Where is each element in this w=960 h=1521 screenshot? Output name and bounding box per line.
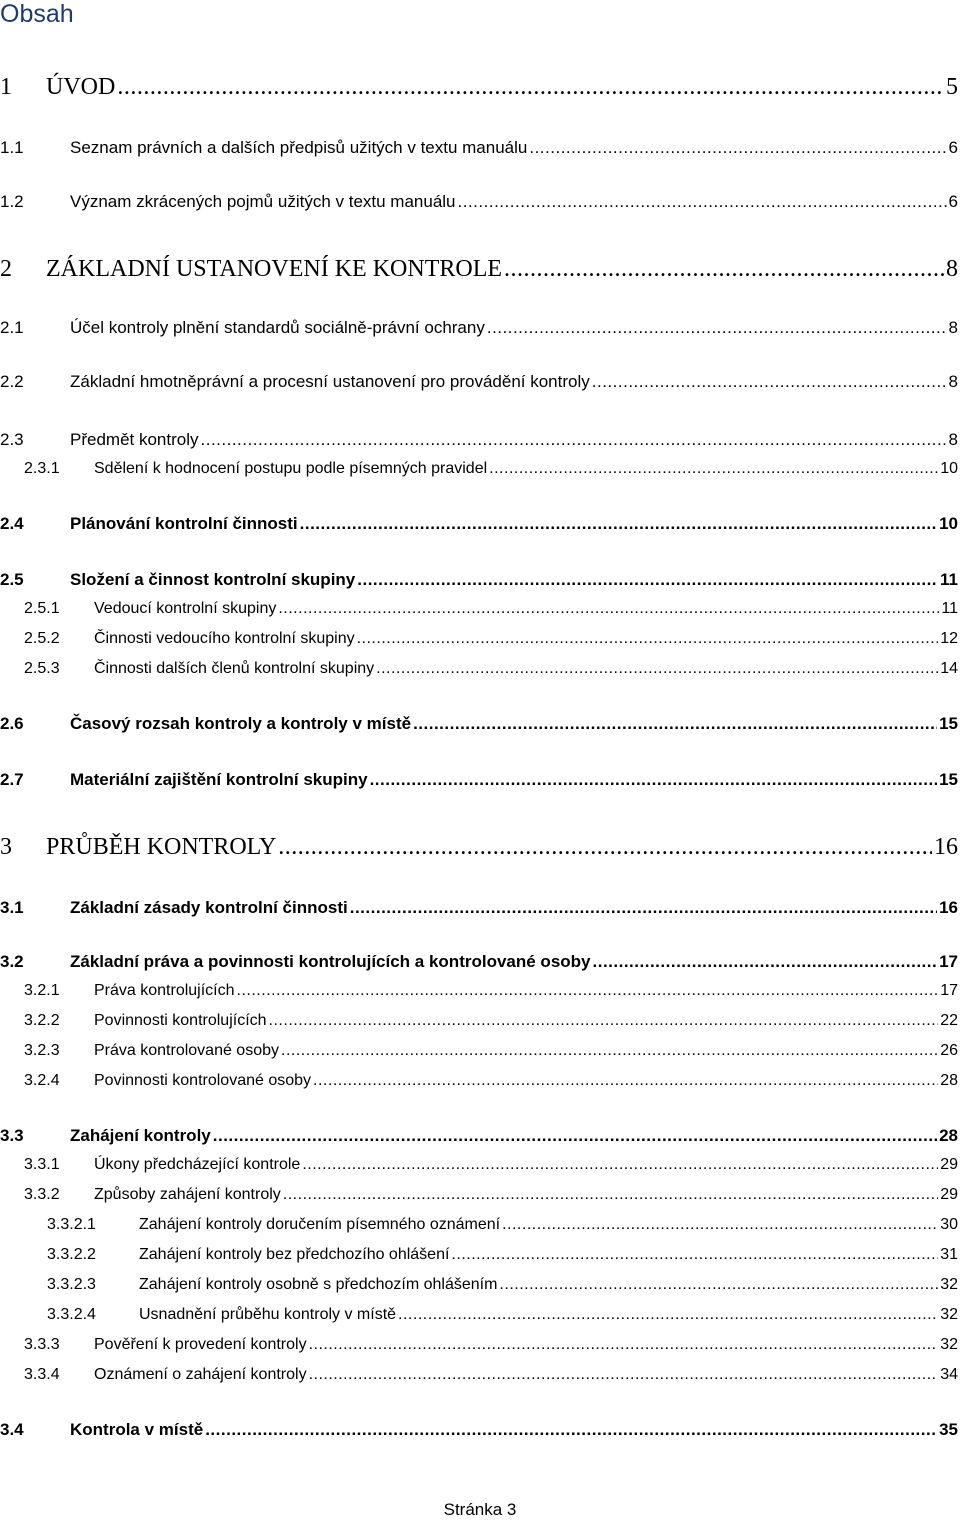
toc-entry-1-2[interactable] xyxy=(0,192,958,212)
toc-page: 35 xyxy=(939,1420,958,1439)
toc-number: 2.5.3 xyxy=(24,660,60,677)
toc-number: 2.7 xyxy=(0,770,24,789)
toc-entry-3-2[interactable] xyxy=(0,952,958,972)
toc-leader xyxy=(302,1156,938,1174)
toc-number: 3.3.4 xyxy=(24,1366,60,1383)
toc-page: 12 xyxy=(940,630,958,647)
toc-entry-3-2-2[interactable] xyxy=(24,1012,958,1030)
toc-page: 5 xyxy=(946,74,958,100)
toc-title: Materiální zajištění kontrolní skupiny xyxy=(70,770,368,789)
toc-leader xyxy=(309,1336,939,1354)
toc-entry-3-3-2[interactable] xyxy=(24,1186,958,1204)
toc-title: Práva kontrolujících xyxy=(94,982,235,999)
toc-page: 8 xyxy=(948,372,958,391)
toc-leader xyxy=(504,256,944,283)
toc-number: 2.5 xyxy=(0,570,24,589)
toc-leader xyxy=(376,660,938,678)
toc-title: Usnadnění průběhu kontroly v místě xyxy=(139,1306,397,1323)
toc-number: 3.3.2.4 xyxy=(47,1306,96,1323)
toc-leader xyxy=(117,74,944,101)
toc-number: 2.5.1 xyxy=(24,600,60,617)
toc-title: Úkony předcházející kontrole xyxy=(94,1156,301,1173)
toc-entry-3-2-4[interactable] xyxy=(24,1072,958,1090)
toc-leader xyxy=(370,770,938,790)
toc-leader xyxy=(499,1276,938,1294)
toc-title: Zahájení kontroly bez předchozího ohlášení xyxy=(139,1246,450,1263)
toc-title: PRŮBĚH KONTROLY xyxy=(46,834,277,860)
toc-page: 26 xyxy=(940,1042,958,1059)
toc-page: 6 xyxy=(948,192,958,211)
toc-page: 32 xyxy=(940,1306,958,1323)
toc-page: 28 xyxy=(940,1072,958,1089)
toc-entry-2-5-1[interactable] xyxy=(24,600,958,618)
toc-page: 11 xyxy=(941,600,958,617)
toc-page: 30 xyxy=(940,1216,958,1233)
toc-page: 32 xyxy=(940,1276,958,1293)
toc-number: 3.3.2.2 xyxy=(47,1246,96,1263)
toc-leader xyxy=(201,430,947,450)
toc-entry-3-3-2-2[interactable] xyxy=(47,1246,958,1264)
toc-leader xyxy=(502,1216,938,1234)
toc-title: Pověření k provedení kontroly xyxy=(94,1336,307,1353)
toc-leader xyxy=(398,1306,938,1324)
toc-entry-2-2[interactable] xyxy=(0,372,958,392)
toc-leader xyxy=(350,898,937,918)
toc-leader xyxy=(278,600,939,618)
toc-page: 15 xyxy=(939,714,958,733)
toc-title: Základní hmotněprávní a procesní ustanovení pro provádění kontroly xyxy=(70,372,590,391)
toc-leader xyxy=(458,192,947,212)
toc-title: Účel kontroly plnění standardů sociálně-právní ochrany xyxy=(70,318,485,337)
toc-number: 3.2.4 xyxy=(24,1072,60,1089)
toc-entry-1[interactable] xyxy=(0,74,958,101)
toc-entry-2-5[interactable] xyxy=(0,570,958,590)
toc-number: 3.4 xyxy=(0,1420,24,1439)
toc-title: Sdělení k hodnocení postupu podle písemných pravidel xyxy=(94,460,488,477)
toc-number: 3.2.3 xyxy=(24,1042,60,1059)
toc-page: 6 xyxy=(948,138,958,157)
toc-leader xyxy=(281,1042,938,1060)
toc-page: 10 xyxy=(939,514,958,533)
toc-page: 16 xyxy=(939,898,958,917)
toc-title: Zahájení kontroly xyxy=(70,1126,211,1145)
toc-leader xyxy=(487,318,947,338)
toc-title: Povinnosti kontrolujících xyxy=(94,1012,267,1029)
toc-page: 15 xyxy=(939,770,958,789)
toc-number: 1.1 xyxy=(0,138,24,157)
toc-title: Zahájení kontroly doručením písemného oznámení xyxy=(139,1216,501,1233)
toc-title: Význam zkrácených pojmů užitých v textu manuálu xyxy=(70,192,456,211)
toc-page: 17 xyxy=(939,952,958,971)
toc-entry-1-1[interactable] xyxy=(0,138,958,158)
toc-title: Práva kontrolované osoby xyxy=(94,1042,279,1059)
toc-number: 3.2.2 xyxy=(24,1012,60,1029)
toc-leader xyxy=(269,1012,939,1030)
toc-entry-3[interactable] xyxy=(0,834,958,861)
toc-leader xyxy=(413,714,937,734)
toc-entry-3-3-3[interactable] xyxy=(24,1336,958,1354)
toc-title: Způsoby zahájení kontroly xyxy=(94,1186,281,1203)
toc-number: 1 xyxy=(0,74,12,100)
toc-number: 1.2 xyxy=(0,192,24,211)
toc-page: 29 xyxy=(940,1186,958,1203)
toc-page: 10 xyxy=(940,460,958,477)
toc-number: 2.5.2 xyxy=(24,630,60,647)
toc-title: Kontrola v místě xyxy=(70,1420,204,1439)
toc-title: Plánování kontrolní činnosti xyxy=(70,514,298,533)
toc-title: Základní práva a povinnosti kontrolujících a kontrolované osoby xyxy=(70,952,591,971)
toc-page: 8 xyxy=(946,256,958,282)
toc-title: Činnosti vedoucího kontrolní skupiny xyxy=(94,630,355,647)
toc-entry-2-5-3[interactable] xyxy=(24,660,958,678)
toc-number: 3.3.1 xyxy=(24,1156,60,1173)
toc-entry-3-3-1[interactable] xyxy=(24,1156,958,1174)
toc-leader xyxy=(300,514,937,534)
toc-page: 29 xyxy=(940,1156,958,1173)
toc-entry-2-1[interactable] xyxy=(0,318,958,338)
toc-title: Časový rozsah kontroly a kontroly v místě xyxy=(70,714,412,733)
toc-number: 3.3 xyxy=(0,1126,24,1145)
toc-page: 22 xyxy=(940,1012,958,1029)
toc-number: 2.4 xyxy=(0,514,24,533)
toc-number: 3.3.2.3 xyxy=(47,1276,96,1293)
toc-page: 34 xyxy=(940,1366,958,1383)
toc-leader xyxy=(529,138,946,158)
toc-entry-3-2-1[interactable] xyxy=(24,982,958,1000)
toc-number: 3.1 xyxy=(0,898,24,917)
toc-number: 2.6 xyxy=(0,714,24,733)
toc-entry-2-5-2[interactable] xyxy=(24,630,958,648)
toc-leader xyxy=(357,630,939,648)
toc-leader xyxy=(357,570,938,590)
toc-page: 28 xyxy=(939,1126,958,1145)
toc-number: 3.3.2.1 xyxy=(47,1216,96,1233)
toc-entry-3-4[interactable] xyxy=(0,1420,958,1440)
toc-entry-2[interactable] xyxy=(0,256,958,283)
toc-entry-2-7[interactable] xyxy=(0,770,958,790)
toc-entry-2-3-1[interactable] xyxy=(24,460,958,478)
toc-leader xyxy=(278,834,932,861)
toc-title: Činnosti dalších členů kontrolní skupiny xyxy=(94,660,375,677)
toc-leader xyxy=(593,952,938,972)
toc-title: Složení a činnost kontrolní skupiny xyxy=(70,570,356,589)
toc-number: 3.2 xyxy=(0,952,24,971)
toc-entry-3-2-3[interactable] xyxy=(24,1042,958,1060)
toc-page: 31 xyxy=(940,1246,958,1263)
toc-entry-2-3[interactable] xyxy=(0,430,958,450)
toc-number: 3 xyxy=(0,834,12,860)
toc-page: 8 xyxy=(948,430,958,449)
toc-page: 16 xyxy=(934,834,958,860)
toc-leader xyxy=(283,1186,938,1204)
toc-leader xyxy=(313,1072,938,1090)
toc-page: 32 xyxy=(940,1336,958,1353)
toc-title: Základní zásady kontrolní činnosti xyxy=(70,898,348,917)
toc-title: Zahájení kontroly osobně s předchozím ohlášením xyxy=(139,1276,498,1293)
toc-leader xyxy=(451,1246,938,1264)
toc-page: 17 xyxy=(940,982,958,999)
page-title: Obsah xyxy=(0,0,74,28)
toc-leader xyxy=(489,460,938,478)
toc-title: Povinnosti kontrolované osoby xyxy=(94,1072,312,1089)
toc-leader xyxy=(592,372,947,392)
toc-entry-3-1[interactable] xyxy=(0,898,958,918)
toc-leader xyxy=(213,1126,937,1146)
toc-entry-2-4[interactable] xyxy=(0,514,958,534)
toc-number: 2.1 xyxy=(0,318,24,337)
toc-number: 2 xyxy=(0,256,12,282)
toc-title: Oznámení o zahájení kontroly xyxy=(94,1366,307,1383)
toc-number: 2.2 xyxy=(0,372,24,391)
toc-leader xyxy=(205,1420,937,1440)
toc-entry-3-3-2-4[interactable] xyxy=(47,1306,958,1324)
toc-entry-3-3[interactable] xyxy=(0,1126,958,1146)
toc-title: ZÁKLADNÍ USTANOVENÍ KE KONTROLE xyxy=(46,256,503,282)
toc-number: 3.2.1 xyxy=(24,982,60,999)
toc-title: Předmět kontroly xyxy=(70,430,199,449)
toc-entry-3-3-2-1[interactable] xyxy=(47,1216,958,1234)
toc-page: 14 xyxy=(940,660,958,677)
toc-title: Seznam právních a dalších předpisů užitých v textu manuálu xyxy=(70,138,528,157)
toc-leader xyxy=(309,1366,939,1384)
toc-page: 8 xyxy=(948,318,958,337)
toc-page: 11 xyxy=(940,570,958,589)
toc-number: 3.3.3 xyxy=(24,1336,60,1353)
toc-title: Vedoucí kontrolní skupiny xyxy=(94,600,277,617)
toc-leader xyxy=(237,982,939,1000)
toc-entry-3-3-2-3[interactable] xyxy=(47,1276,958,1294)
toc-number: 2.3.1 xyxy=(24,460,60,477)
toc-title: ÚVOD xyxy=(46,74,116,100)
toc-entry-2-6[interactable] xyxy=(0,714,958,734)
toc-entry-3-3-4[interactable] xyxy=(24,1366,958,1384)
page-footer: Stránka 3 xyxy=(443,1500,517,1519)
toc-number: 2.3 xyxy=(0,430,24,449)
toc-number: 3.3.2 xyxy=(24,1186,60,1203)
